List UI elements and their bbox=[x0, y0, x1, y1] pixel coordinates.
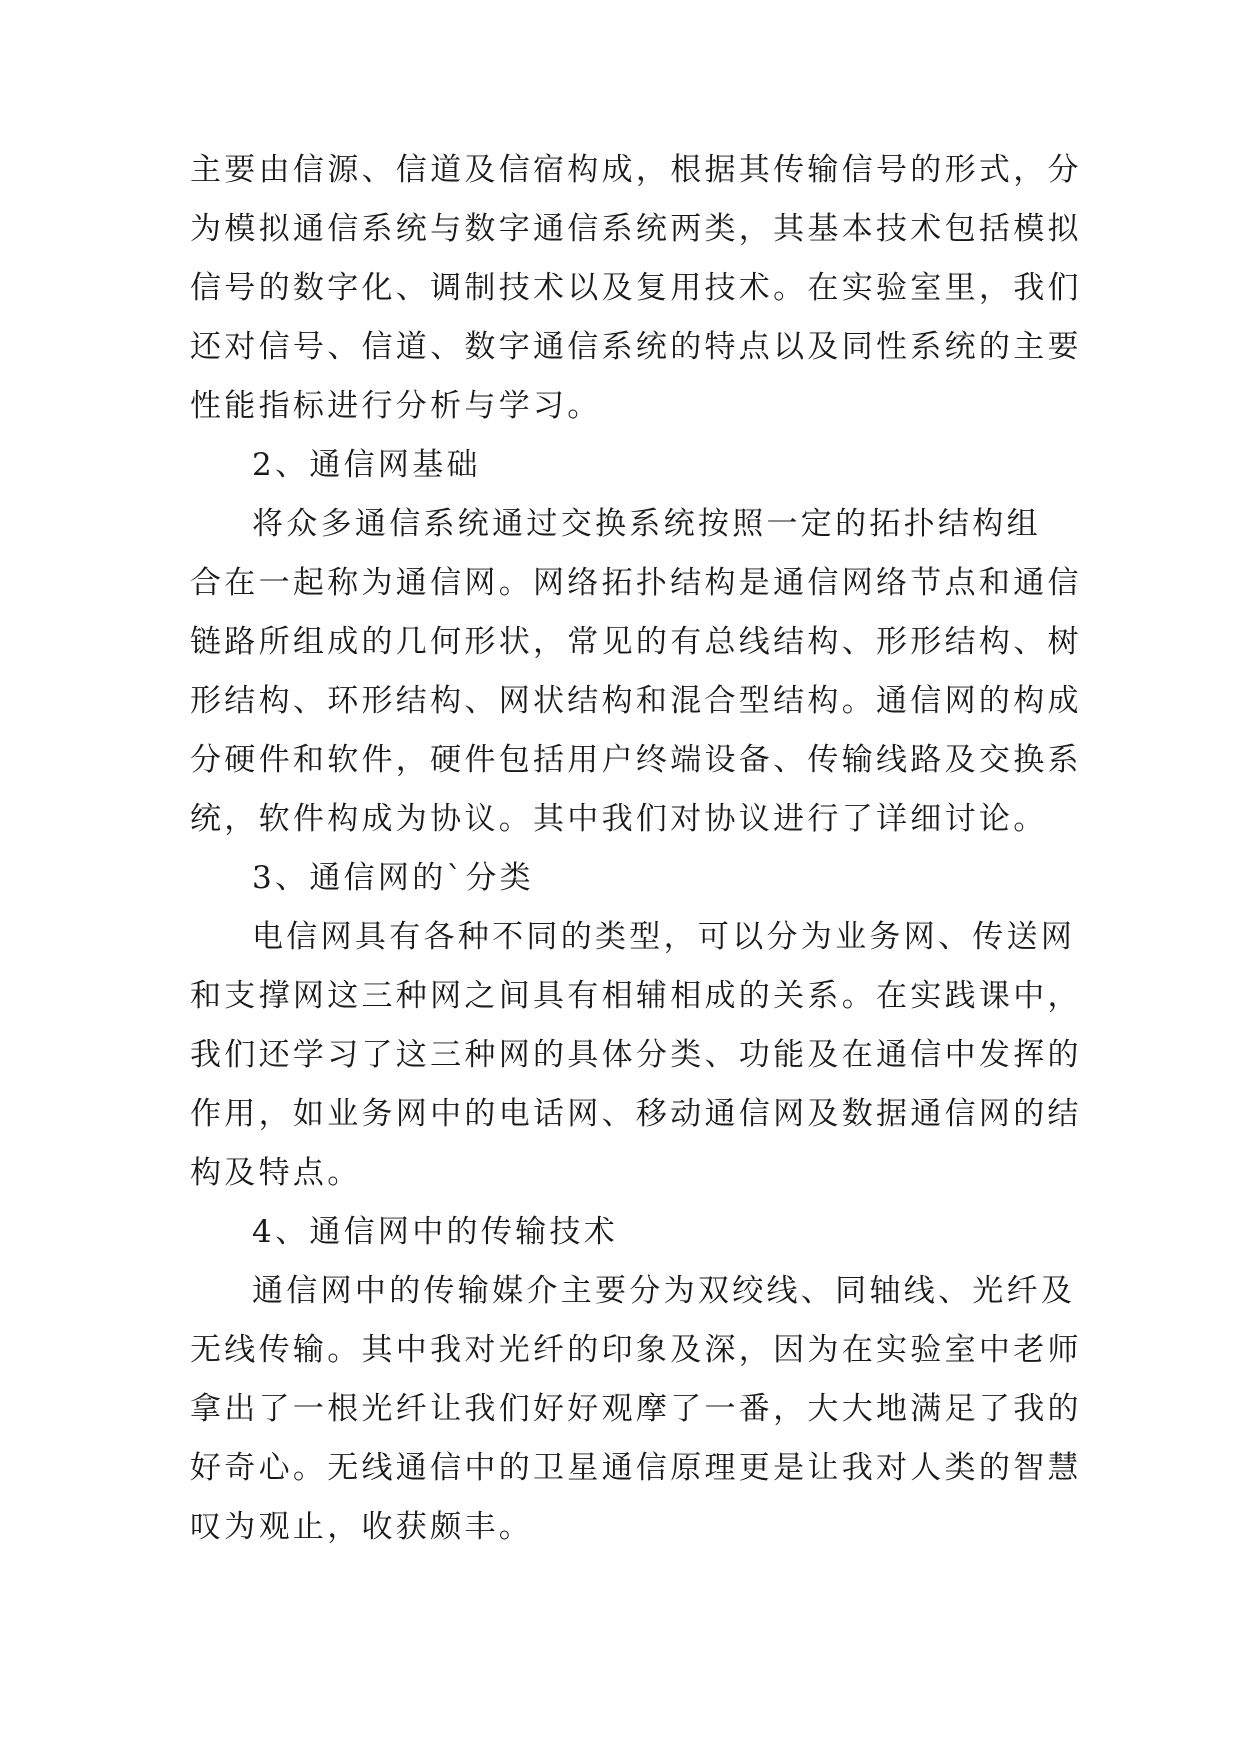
body-line: 拿出了一根光纤让我们好好观摩了一番，大大地满足了我的 bbox=[190, 1391, 1082, 1427]
body-line: 合在一起称为通信网。网络拓扑结构是通信网络节点和通信 bbox=[190, 565, 1082, 601]
section-heading: 3、通信网的`分类 bbox=[252, 860, 534, 896]
body-line: 好奇心。无线通信中的卫星通信原理更是让我对人类的智慧 bbox=[190, 1450, 1082, 1486]
body-line: 信号的数字化、调制技术以及复用技术。在实验室里，我们 bbox=[190, 270, 1082, 306]
body-line: 叹为观止，收获颇丰。 bbox=[190, 1509, 533, 1545]
body-line: 为模拟通信系统与数字通信系统两类，其基本技术包括模拟 bbox=[190, 211, 1082, 247]
body-line: 性能指标进行分析与学习。 bbox=[190, 388, 602, 424]
body-line: 分硬件和软件，硬件包括用户终端设备、传输线路及交换系 bbox=[190, 742, 1082, 778]
body-line: 电信网具有各种不同的类型，可以分为业务网、传送网 bbox=[252, 919, 1076, 955]
body-line: 和支撑网这三种网之间具有相辅相成的关系。在实践课中， bbox=[190, 978, 1082, 1014]
body-line: 我们还学习了这三种网的具体分类、功能及在通信中发挥的 bbox=[190, 1037, 1082, 1073]
body-line: 无线传输。其中我对光纤的印象及深，因为在实验室中老师 bbox=[190, 1332, 1082, 1368]
body-line: 作用，如业务网中的电话网、移动通信网及数据通信网的结 bbox=[190, 1096, 1082, 1132]
body-line: 将众多通信系统通过交换系统按照一定的拓扑结构组 bbox=[252, 506, 1041, 542]
body-line: 链路所组成的几何形状，常见的有总线结构、形形结构、树 bbox=[190, 624, 1082, 660]
body-line: 统，软件构成为协议。其中我们对协议进行了详细讨论。 bbox=[190, 801, 1048, 837]
section-heading: 2、通信网基础 bbox=[252, 447, 481, 483]
body-line: 还对信号、信道、数字通信系统的特点以及同性系统的主要 bbox=[190, 329, 1082, 365]
body-line: 通信网中的传输媒介主要分为双绞线、同轴线、光纤及 bbox=[252, 1273, 1076, 1309]
section-heading: 4、通信网中的传输技术 bbox=[252, 1214, 619, 1250]
body-line: 形结构、环形结构、网状结构和混合型结构。通信网的构成 bbox=[190, 683, 1082, 719]
body-line: 主要由信源、信道及信宿构成，根据其传输信号的形式，分 bbox=[190, 152, 1082, 188]
body-line: 构及特点。 bbox=[190, 1155, 362, 1191]
